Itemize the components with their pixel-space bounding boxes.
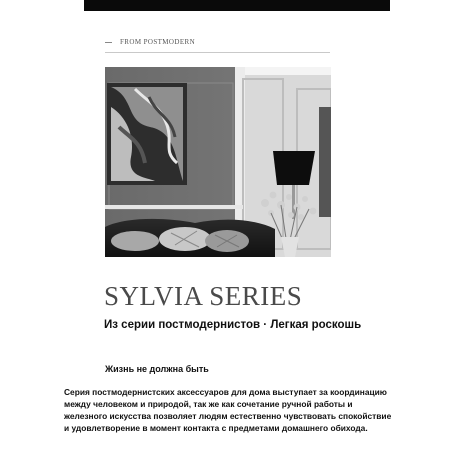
interior-photo-icon: [105, 67, 331, 257]
top-bar: [84, 0, 390, 11]
tagline: Жизнь не должна быть: [105, 364, 209, 374]
description-paragraph: Серия постмодернистских аксессуаров для дома выступает за координацию между человеком и природой, так же как сочетание ручной работы и железного искусства позволяет людям естественно чувствовать спокойствие и удовлетворение в момент контакта с предметами домашнего обихода.: [64, 387, 392, 433]
series-title: SYLVIA SERIES: [104, 281, 303, 311]
header-label: FROM POSTMODERN: [120, 38, 196, 46]
interior-photo: [105, 67, 331, 257]
header-divider: [105, 52, 330, 53]
header-row: [105, 33, 330, 51]
series-subtitle: Из серии постмодернистов · Легкая роскошь: [104, 319, 362, 331]
header-dash: [105, 42, 112, 43]
